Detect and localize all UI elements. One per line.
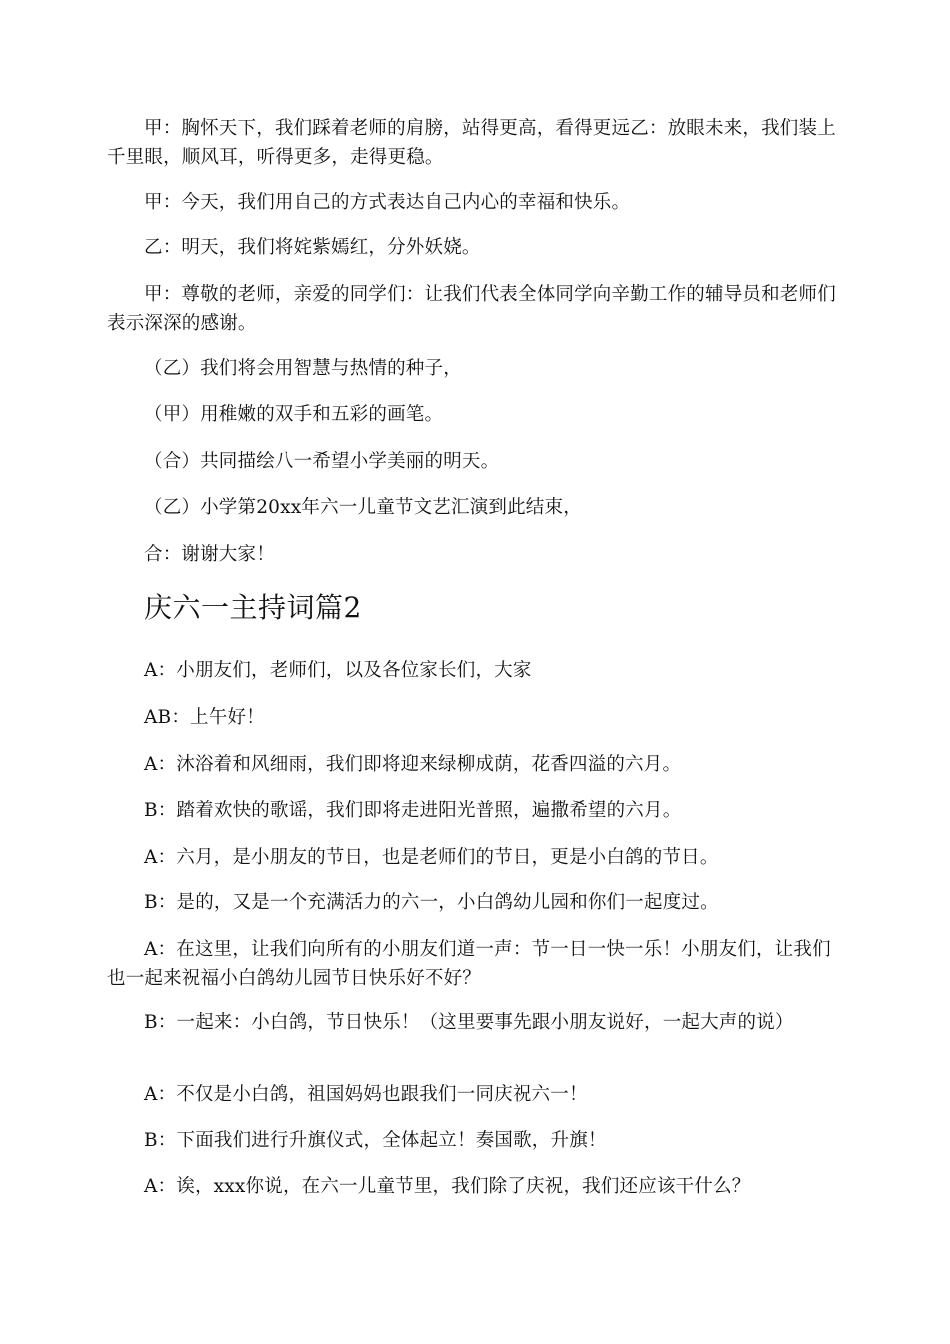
- paragraph: 合：谢谢大家！: [144, 544, 275, 565]
- paragraph: B：一起来：小白鸽，节日快乐！（这里要事先跟小朋友说好，一起大声的说）: [144, 1012, 794, 1033]
- paragraph: AB：上午好！: [144, 707, 265, 728]
- paragraph: B：是的，又是一个充满活力的六一，小白鸽幼儿园和你们一起度过。: [144, 892, 719, 913]
- paragraph: A：不仅是小白鸽，祖国妈妈也跟我们一同庆祝六一！: [144, 1084, 588, 1105]
- paragraph: A：诶，xxx你说，在六一儿童节里，我们除了庆祝，我们还应该干什么？: [144, 1176, 751, 1197]
- paragraph: A：沐浴着和风细雨，我们即将迎来绿柳成荫，花香四溢的六月。: [144, 754, 682, 775]
- paragraph: A：六月，是小朋友的节日，也是老师们的节日，更是小白鸽的节日。: [144, 847, 719, 868]
- paragraph: （乙）小学第20xx年六一儿童节文艺汇演到此结束，: [144, 497, 582, 518]
- section-heading: 庆六一主持词篇2: [144, 591, 362, 624]
- paragraph: 甲：尊敬的老师，亲爱的同学们：让我们代表全体同学向辛勤工作的辅导员和老师们表示深深的感谢。: [107, 284, 836, 334]
- paragraph: （甲）用稚嫩的双手和五彩的画笔。: [144, 404, 444, 425]
- paragraph: 乙：明天，我们将姹紫嫣红，分外妖娆。: [144, 237, 481, 258]
- paragraph: 甲：今天，我们用自己的方式表达自己内心的幸福和快乐。: [144, 192, 631, 213]
- paragraph: 甲：胸怀天下，我们踩着老师的肩膀，站得更高，看得更远乙：放眼未来，我们装上千里眼，顺风耳，听得更多，走得更稳。: [107, 118, 836, 168]
- paragraph: （乙）我们将会用智慧与热情的种子，: [144, 358, 462, 379]
- paragraph: A：在这里，让我们向所有的小朋友们道一声：节一日一快一乐！小朋友们，让我们也一起来祝福小白鸽幼儿园节日快乐好不好？: [107, 939, 831, 989]
- paragraph: B：下面我们进行升旗仪式，全体起立！奏国歌，升旗！: [144, 1130, 607, 1151]
- paragraph: A：小朋友们，老师们，以及各位家长们，大家: [144, 660, 532, 681]
- paragraph: B：踏着欢快的歌谣，我们即将走进阳光普照，遍撒希望的六月。: [144, 800, 682, 821]
- paragraph: （合）共同描绘八一希望小学美丽的明天。: [144, 451, 500, 472]
